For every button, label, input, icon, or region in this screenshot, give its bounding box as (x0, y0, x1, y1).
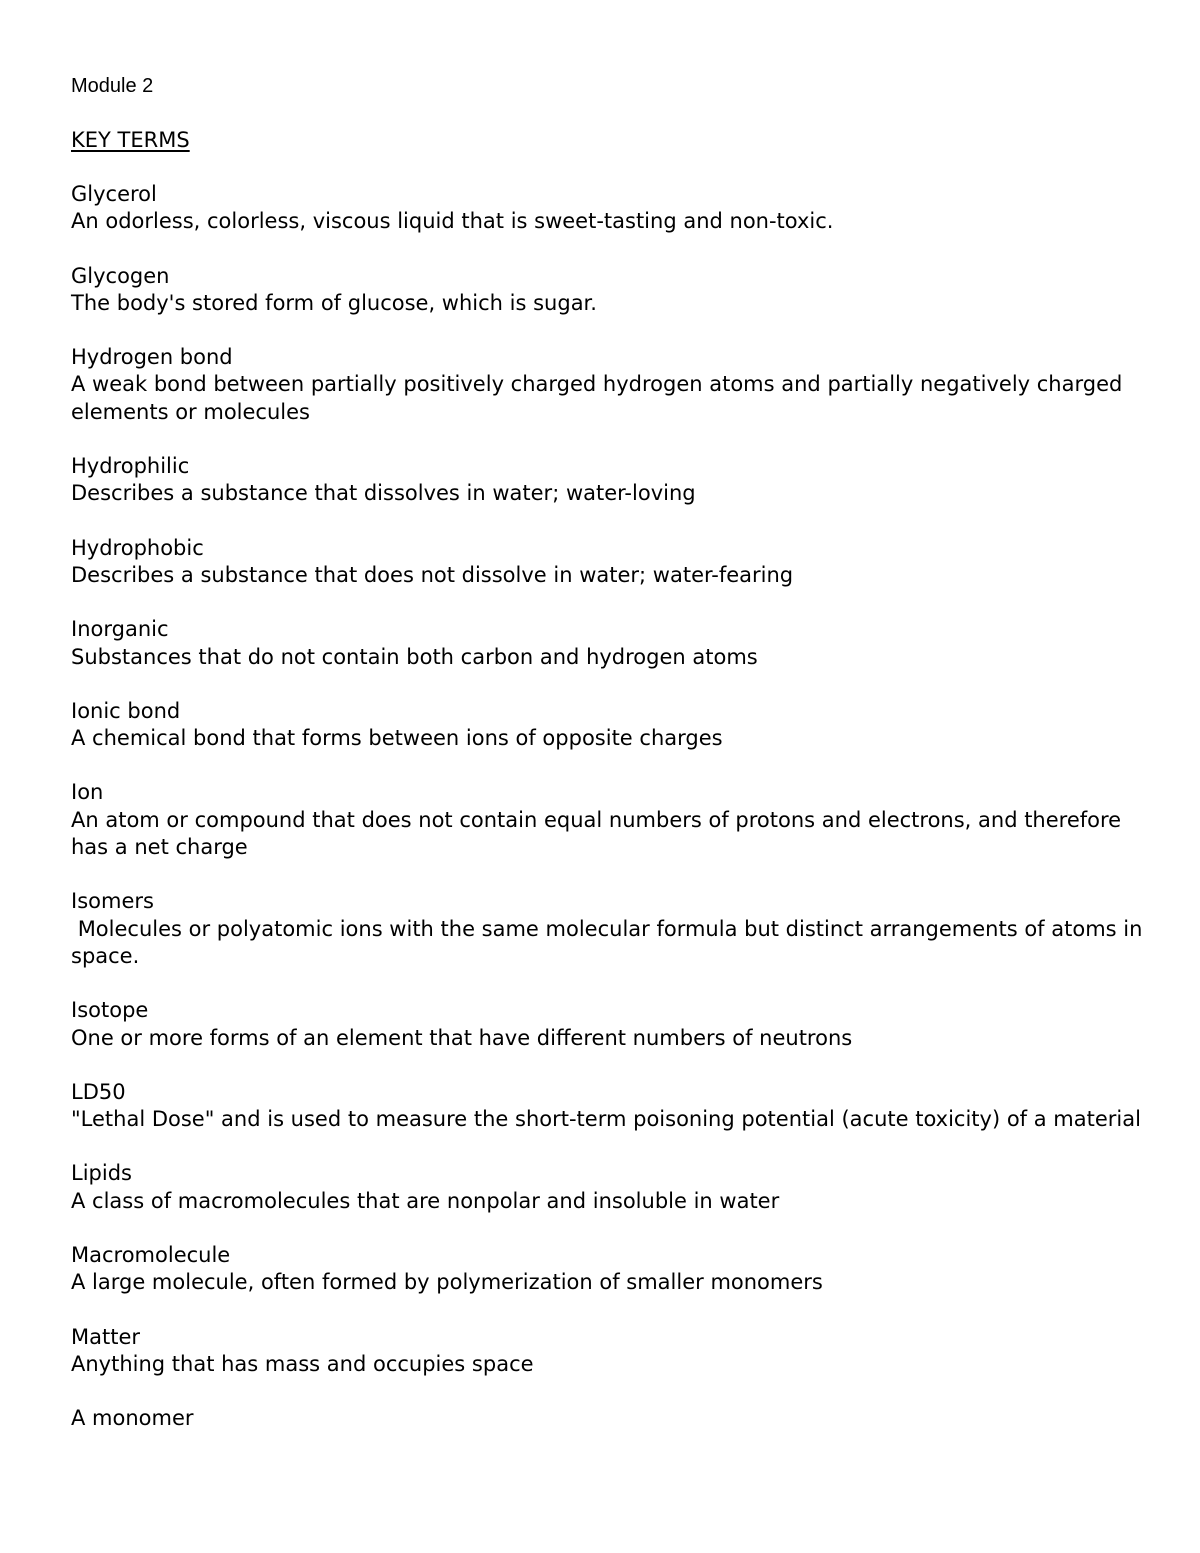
module-title: Module 2 (71, 75, 154, 97)
term-name: LD50 (71, 1079, 126, 1104)
term-definition: Molecules or polyatomic ions with the same molecular formula but distinct arrangements of atoms in space. (71, 916, 1150, 968)
term-definition: Anything that has mass and occupies space (71, 1351, 534, 1376)
term-entry-matter (71, 1324, 1151, 1379)
term-entry-ion (71, 779, 1151, 861)
term-definition: The body's stored form of glucose, which is sugar. (71, 290, 597, 315)
term-name: Glycogen (71, 263, 170, 288)
term-definition: "Lethal Dose" and is used to measure the short-term poisoning potential (acute toxicity) of a material (71, 1107, 1141, 1132)
term-entry-isotope (71, 997, 1151, 1052)
term-entry-ionic-bond (71, 698, 1151, 753)
term-name: Hydrophilic (71, 454, 190, 479)
term-entry-ld50 (71, 1079, 1151, 1134)
term-name: A monomer (71, 1406, 194, 1431)
term-name: Inorganic (71, 617, 169, 642)
term-name: Ionic bond (71, 698, 181, 723)
document-page (71, 72, 1151, 1433)
term-definition: An odorless, colorless, viscous liquid that is sweet-tasting and non-toxic. (71, 209, 834, 234)
term-entry-inorganic (71, 616, 1151, 671)
term-name: Ion (71, 780, 104, 805)
term-entry-hydrogen-bond (71, 344, 1151, 426)
term-definition: Describes a substance that does not dissolve in water; water-fearing (71, 562, 794, 587)
term-name: Lipids (71, 1161, 132, 1186)
term-name: Matter (71, 1324, 141, 1349)
term-name: Macromolecule (71, 1243, 231, 1268)
term-entry-glycerol (71, 181, 1151, 236)
term-definition: Substances that do not contain both carbon and hydrogen atoms (71, 644, 758, 669)
term-definition: A class of macromolecules that are nonpolar and insoluble in water (71, 1188, 780, 1213)
term-definition: A chemical bond that forms between ions of opposite charges (71, 726, 723, 751)
term-entry-hydrophilic (71, 453, 1151, 508)
term-entry-macromolecule (71, 1242, 1151, 1297)
term-entry-hydrophobic (71, 535, 1151, 590)
term-definition: A weak bond between partially positively charged hydrogen atoms and partially negatively charged elements or molecules (71, 372, 1130, 424)
term-entry-a-monomer (71, 1405, 1151, 1432)
term-name: Isomers (71, 889, 154, 914)
term-entry-isomers (71, 888, 1151, 970)
term-name: Hydrogen bond (71, 345, 233, 370)
term-definition: An atom or compound that does not contain equal numbers of protons and electrons, and therefore has a net charge (71, 807, 1128, 860)
term-entry-glycogen (71, 263, 1151, 318)
key-terms-heading: KEY TERMS (71, 128, 190, 152)
term-definition: A large molecule, often formed by polymerization of smaller monomers (71, 1270, 823, 1295)
term-definition: One or more forms of an element that have different numbers of neutrons (71, 1025, 853, 1050)
term-definition: Describes a substance that dissolves in water; water-loving (71, 481, 696, 506)
term-name: Isotope (71, 998, 149, 1023)
key-terms-list (71, 181, 1151, 1433)
term-name: Glycerol (71, 182, 157, 206)
term-name: Hydrophobic (71, 535, 204, 560)
term-entry-lipids (71, 1160, 1151, 1215)
